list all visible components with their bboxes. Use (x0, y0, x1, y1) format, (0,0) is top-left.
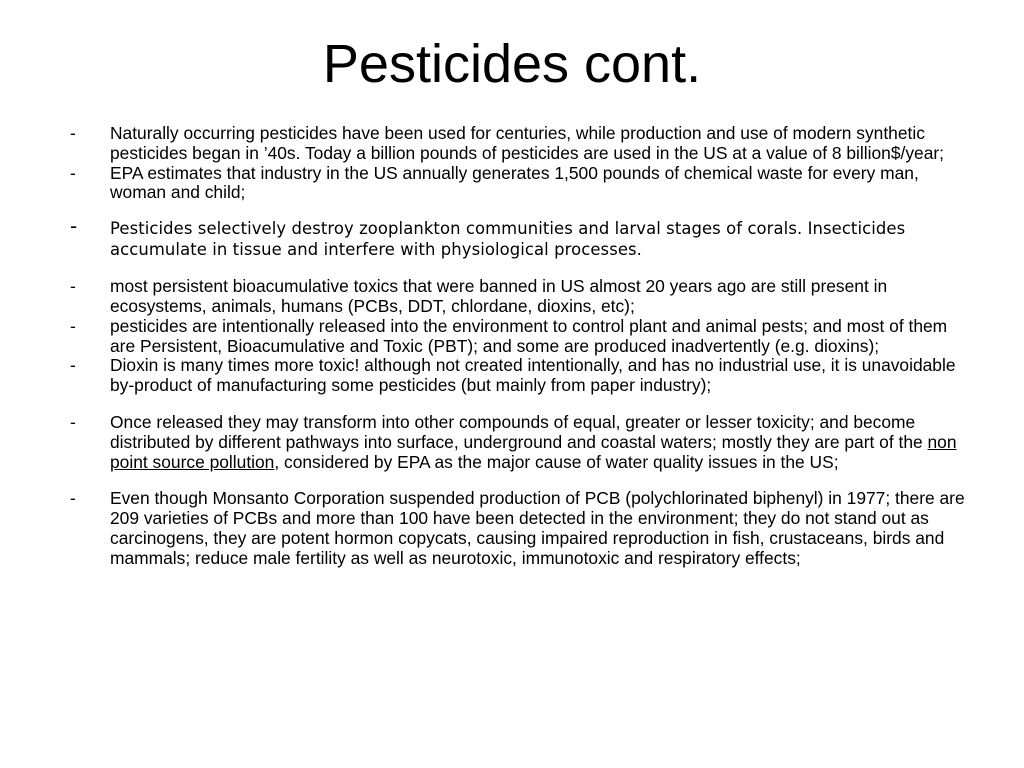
bullet-marker: - (70, 315, 76, 336)
bullet-marker: - (70, 123, 76, 143)
bullet-item (68, 164, 973, 204)
slide-title: Pesticides cont. (322, 34, 702, 94)
bullet-marker: - (70, 276, 76, 297)
bullet-item (68, 214, 973, 260)
bullet-text: pesticides are intentionally released into the environment to control plant and animal pests; and most of them are Persistent, Bioacumulative and Toxic (PBT); and some are produced inadvertently (e.g. dioxins); (110, 315, 948, 356)
bullet-item (68, 317, 973, 357)
bullet-item (68, 489, 973, 568)
bullet-text: EPA estimates that industry in the US annually generates 1,500 pounds of chemical waste for every man, woman and child; (110, 162, 919, 203)
bullet-text: most persistent bioacumulative toxics that were banned in US almost 20 years ago are still present in ecosystems, animals, humans (PCBs, DDT, chlordane, dioxins, etc); (110, 276, 888, 316)
bullet-text: Pesticides selectively destroy zooplankton communities and larval stages of corals. Insecticides accumulate in tissue and interfere with physiological processes. (110, 219, 906, 259)
bullet-text-before: Once released they may transform into other compounds of equal, greater or lesser toxicity; and become distributed by different pathways into surface, underground and coastal waters; mostly they are part of the (110, 411, 928, 452)
bullet-marker: - (70, 488, 76, 509)
bullet-text-after: , considered by EPA as the major cause of water quality issues in the US; (274, 451, 839, 472)
bullet-item (68, 356, 973, 396)
bullet-marker: - (70, 411, 76, 432)
bullet-marker: - (70, 355, 76, 376)
underlined-term: non point source pollution (110, 431, 957, 472)
bullet-item (68, 413, 973, 472)
bullet-text: Even though Monsanto Corporation suspended production of PCB (polychlorinated biphenyl) in 1977; there are 209 varieties of PCBs and more than 100 have been detected in the environment; they do not stand out as carcinogens, they are potent hormon copycats, causing impaired reproduction in fish, crustaceans, birds and mammals; reduce male fertility as well as neurotoxic, immunotoxic and respiratory effects; (110, 488, 965, 568)
bullet-marker: - (70, 162, 76, 183)
bullet-text: Naturally occurring pesticides have been used for centuries, while production and use of modern synthetic pesticides began in ’40s. Today a billion pounds of pesticides are used in the US at a value of 8 billion$/year; (110, 123, 944, 163)
bullet-list (68, 124, 973, 569)
bullet-marker: - (70, 214, 78, 239)
bullet-item (68, 277, 973, 317)
bullet-item (68, 124, 973, 164)
bullet-text: Dioxin is many times more toxic! although not created intentionally, and has no industrial use, it is unavoidable by-product of manufacturing some pesticides (but mainly from paper industry); (110, 355, 956, 396)
